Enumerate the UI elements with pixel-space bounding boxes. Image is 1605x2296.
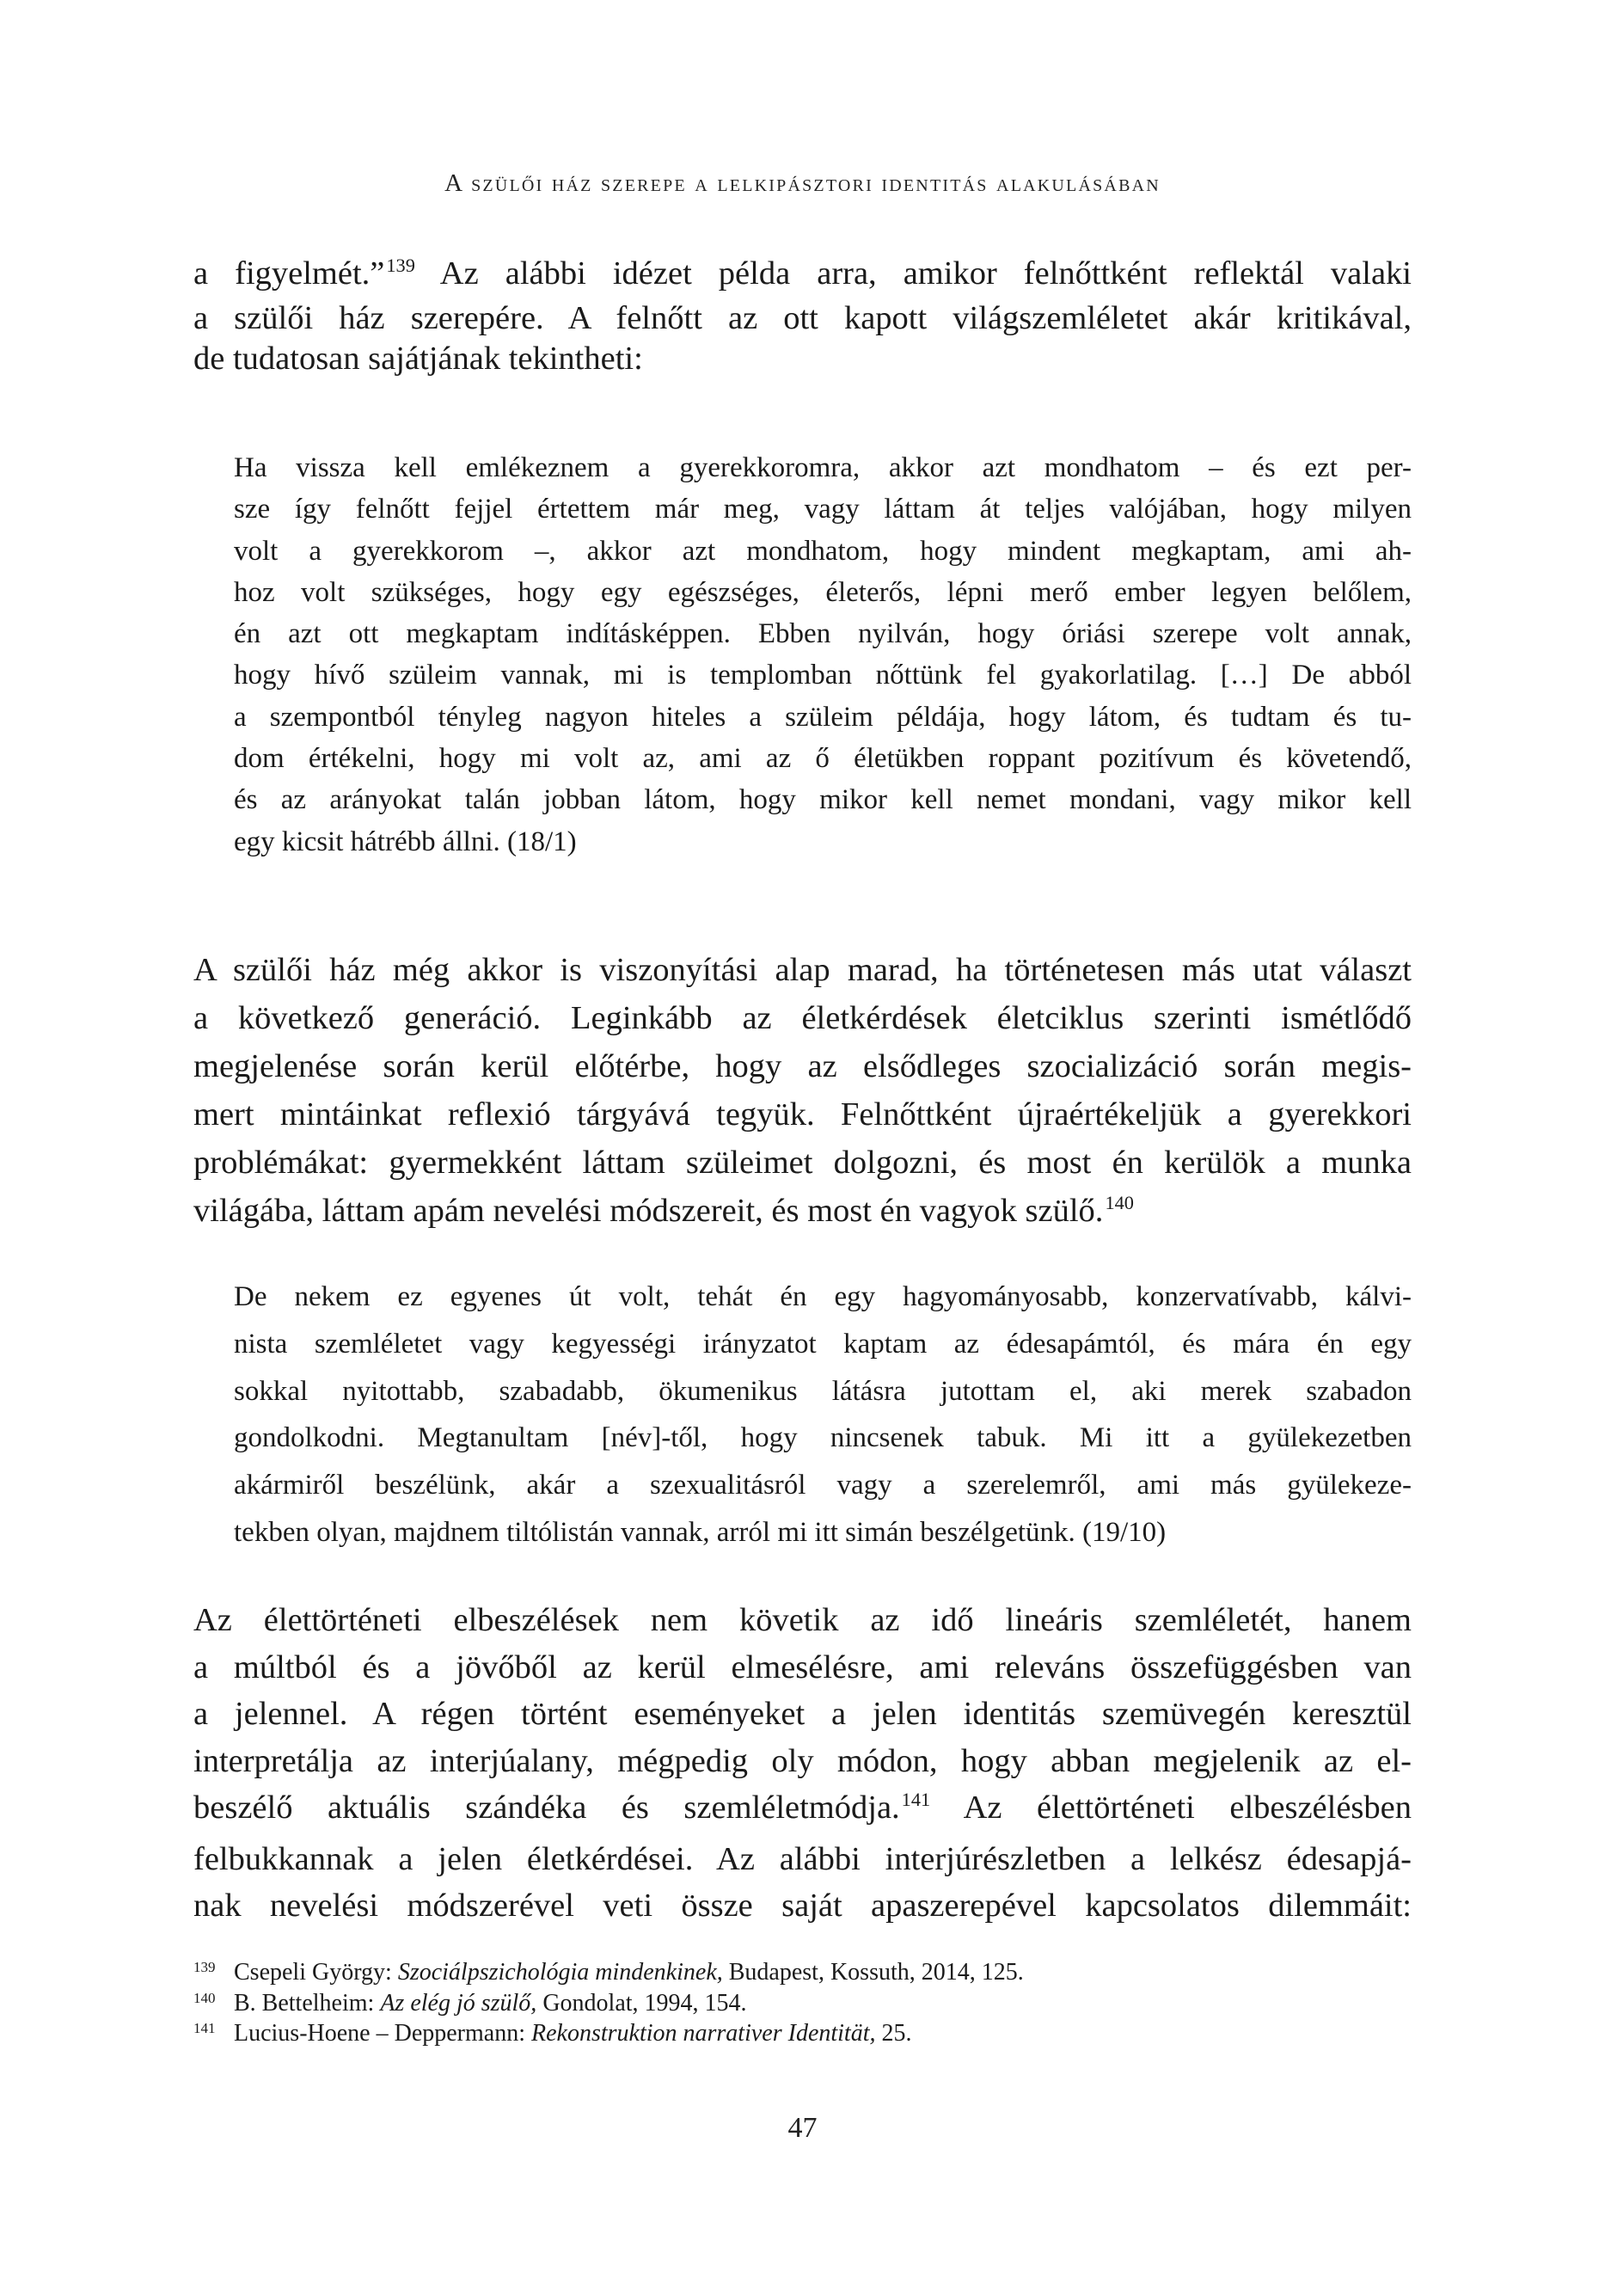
footnote-author: Lucius-Hoene – Deppermann: bbox=[234, 2020, 531, 2047]
paragraph-line bbox=[193, 254, 1412, 298]
quote-line: hogy hívő szüleim vannak, mi is templomban nőttünk fel gyakorlatilag. […] De abból bbox=[234, 660, 1412, 691]
paragraph-line bbox=[193, 1187, 1412, 1239]
quote-line: hoz volt szükséges, hogy egy egészséges, életerős, lépni merő ember legyen belőlem, bbox=[234, 576, 1412, 608]
footnote-ref-141[interactable]: 141 bbox=[901, 1789, 931, 1811]
footnote-author: Csepeli György: bbox=[234, 1959, 398, 1986]
paragraph-line: nak nevelési módszerével veti össze saját apaszerepével kapcsolatos dilemmáit: bbox=[193, 1888, 1412, 1924]
text-run: világába, láttam apám nevelési módszereit, és most én vagyok szülő. bbox=[193, 1193, 1104, 1229]
paragraph-line: a szülői ház szerepére. A felnőtt az ott kapott világszemléletet akár kritikával, bbox=[193, 299, 1412, 336]
quote-line: akármiről beszélünk, akár a szexualitásról vagy a szerelemről, ami más gyülekeze- bbox=[234, 1470, 1412, 1501]
paragraph-line: a múltból és a jövőből az kerül elmesélésre, ami releváns összefüggésben van bbox=[193, 1648, 1412, 1685]
text-run: beszélő aktuális szándéka és szemléletmódja. bbox=[193, 1790, 900, 1826]
paragraph-line: de tudatosan sajátjának tekintheti: bbox=[193, 341, 643, 377]
footnote-details: Budapest, Kossuth, 2014, 125. bbox=[722, 1959, 1024, 1986]
footnote-141 bbox=[193, 2020, 1412, 2051]
running-header: A szülői ház szerepe a lelkipásztori identitás alakulásában bbox=[444, 169, 1161, 197]
page-number: 47 bbox=[787, 2112, 818, 2144]
text-run: Az élettörténeti elbeszélésben bbox=[930, 1790, 1412, 1826]
paragraph-line: interpretálja az interjúalany, mégpedig oly módon, hogy abban megjelenik az el- bbox=[193, 1742, 1412, 1779]
footnote-title: Rekonstruktion narrativer Identität, bbox=[531, 2020, 876, 2047]
paragraph-line: felbukkannak a jelen életkérdései. Az alábbi interjúrészletben a lelkész édesapjá- bbox=[193, 1840, 1412, 1877]
text-run: Az alábbi idézet példa arra, amikor felnőttként reflektál valaki bbox=[414, 255, 1412, 292]
footnote-140 bbox=[193, 1990, 1412, 2021]
quote-line: tekben olyan, majdnem tiltólistán vannak, arról mi itt simán beszélgetünk. (19/10) bbox=[234, 1516, 1167, 1548]
footnotes bbox=[193, 1959, 1412, 2051]
paragraph-3 bbox=[193, 1597, 1412, 1930]
footnote-number: 140 bbox=[193, 1989, 216, 2006]
paragraph-line: a következő generáció. Leginkább az életkérdések életciklus szerinti ismétlődő bbox=[193, 1000, 1412, 1036]
paragraph-line bbox=[193, 1784, 1412, 1836]
quote-line: sokkal nyitottabb, szabadabb, ökumenikus látásra jutottam el, aki merek szabadon bbox=[234, 1375, 1412, 1407]
paragraph-line: A szülői ház még akkor is viszonyítási alap marad, ha történetesen más utat választ bbox=[193, 952, 1412, 988]
paragraph-2 bbox=[193, 946, 1412, 1239]
footnote-details: Gondolat, 1994, 154. bbox=[536, 1989, 747, 2017]
footnote-author: B. Bettelheim: bbox=[234, 1989, 381, 2017]
quote-line: gondolkodni. Megtanultam [név]-től, hogy nincsenek tabuk. Mi itt a gyülekezetben bbox=[234, 1422, 1412, 1454]
block-quote-1 bbox=[234, 447, 1412, 863]
footnote-ref-139[interactable]: 139 bbox=[386, 255, 415, 277]
quote-line: volt a gyerekkorom –, akkor azt mondhatom, hogy mindent megkaptam, ami ah- bbox=[234, 535, 1412, 567]
paragraph-line: problémákat: gyermekként láttam szüleimet dolgozni, és most én kerülök a munka bbox=[193, 1145, 1412, 1181]
footnote-title: Szociálpszichológia mindenkinek, bbox=[397, 1959, 723, 1986]
quote-line: dom értékelni, hogy mi volt az, ami az ő életükben roppant pozitívum és követendő, bbox=[234, 743, 1412, 775]
paragraph-1 bbox=[193, 254, 1412, 380]
quote-line: Ha vissza kell emlékeznem a gyerekkoromra, akkor azt mondhatom – és ezt per- bbox=[234, 452, 1412, 483]
quote-line: és az arányokat talán jobban látom, hogy mikor kell nemet mondani, vagy mikor kell bbox=[234, 784, 1412, 816]
footnote-ref-140[interactable]: 140 bbox=[1105, 1192, 1134, 1214]
paragraph-line: megjelenése során kerül előtérbe, hogy az elsődleges szocializáció során megis- bbox=[193, 1048, 1412, 1084]
quote-line: a szempontból tényleg nagyon hiteles a szüleim példája, hogy látom, és tudtam és tu- bbox=[234, 701, 1412, 733]
quote-line: sze így felnőtt fejjel értettem már meg, vagy láttam át teljes valójában, hogy milyen bbox=[234, 494, 1412, 525]
quote-line: egy kicsit hátrébb állni. (18/1) bbox=[234, 826, 577, 857]
paragraph-line: Az élettörténeti elbeszélések nem követik az idő lineáris szemléletét, hanem bbox=[193, 1602, 1412, 1638]
quote-line: De nekem ez egyenes út volt, tehát én egy hagyományosabb, konzervatívabb, kálvi- bbox=[234, 1281, 1412, 1312]
quote-line: nista szemléletet vagy kegyességi irányzatot kaptam az édesapámtól, és mára én egy bbox=[234, 1328, 1412, 1360]
footnote-number: 139 bbox=[193, 1959, 216, 1975]
text-run: a figyelmét.” bbox=[193, 255, 385, 292]
quote-line: én azt ott megkaptam indításképpen. Ebben nyilván, hogy óriási szerepe volt annak, bbox=[234, 618, 1412, 650]
footnote-139 bbox=[193, 1959, 1412, 1990]
block-quote-2 bbox=[234, 1274, 1412, 1556]
footnote-details: 25. bbox=[875, 2020, 912, 2047]
paragraph-line: mert mintáinkat reflexió tárgyává tegyük. Felnőttként újraértékeljük a gyerekkori bbox=[193, 1096, 1412, 1133]
footnote-number: 141 bbox=[193, 2020, 216, 2036]
footnote-title: Az elég jó szülő, bbox=[380, 1989, 537, 2017]
paragraph-line: a jelennel. A régen történt eseményeket a jelen identitás szemüvegén keresztül bbox=[193, 1696, 1412, 1732]
